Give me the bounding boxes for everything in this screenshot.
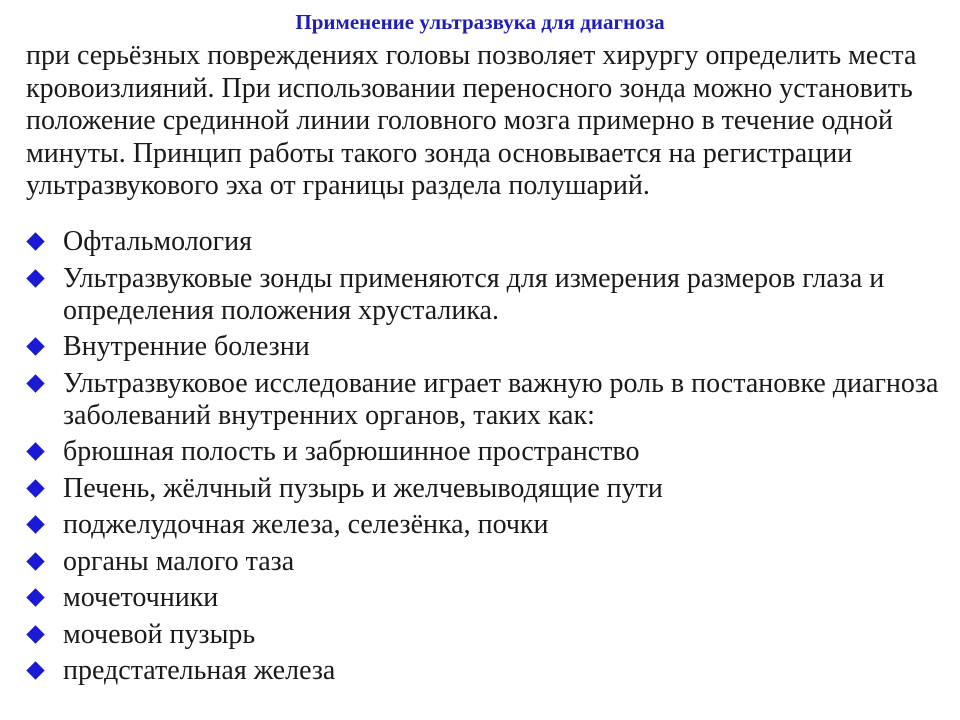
list-item-text: Внутренние болезни — [63, 331, 310, 362]
list-item-text: брюшная полость и забрюшинное пространство — [63, 436, 640, 467]
list-item — [26, 436, 946, 468]
list-item-text: мочевой пузырь — [63, 618, 256, 650]
list-item — [26, 582, 946, 614]
diamond-bullet-icon — [26, 479, 44, 497]
list-item-text: Ультразвуковое исследование играет важную роль в постановке диагноза заболеваний внутренних органов, таких как: — [63, 367, 939, 431]
list-item-text: поджелудочная железа, селезёнка, почки — [63, 509, 549, 540]
list-item — [26, 368, 946, 432]
diamond-bullet-icon — [26, 552, 44, 570]
list-item — [26, 263, 946, 327]
list-item-text: Офтальмология — [63, 226, 253, 257]
diamond-bullet-icon — [26, 337, 44, 355]
intro-paragraph: при серьёзных повреждениях головы позволяет хирургу определить места кровоизлияний. При использовании переносного зонда можно установить положение срединной линии головного мозга примерно в течение одной минуты. Принцип работы такого зонда основывается на регистрации ультразвукового эха от границы раздела полушарий. — [26, 40, 917, 201]
diamond-bullet-icon — [26, 588, 44, 606]
list-item-text: Печень, жёлчный пузырь и желчевыводящие пути — [63, 472, 663, 504]
list-item — [26, 226, 946, 258]
diamond-bullet-icon — [26, 232, 44, 250]
list-item-text: предстательная железа — [63, 655, 336, 686]
list-item — [26, 619, 946, 651]
list-item — [26, 473, 946, 505]
diamond-bullet-icon — [26, 269, 44, 287]
slide-title: Применение ультразвука для диагноза — [295, 10, 665, 34]
diamond-bullet-icon — [26, 625, 44, 643]
list-item — [26, 331, 946, 363]
diamond-bullet-icon — [26, 515, 44, 533]
list-item-text: мочеточники — [63, 582, 219, 613]
diamond-bullet-icon — [26, 374, 44, 392]
list-item — [26, 509, 946, 541]
bullet-list — [26, 226, 946, 692]
list-item-text: Ультразвуковые зонды применяются для измерения размеров глаза и определения положения хрусталика. — [63, 262, 885, 326]
diamond-bullet-icon — [26, 661, 44, 679]
list-item-text: органы малого таза — [63, 545, 295, 577]
list-item — [26, 655, 946, 687]
diamond-bullet-icon — [26, 442, 44, 460]
list-item — [26, 546, 946, 578]
